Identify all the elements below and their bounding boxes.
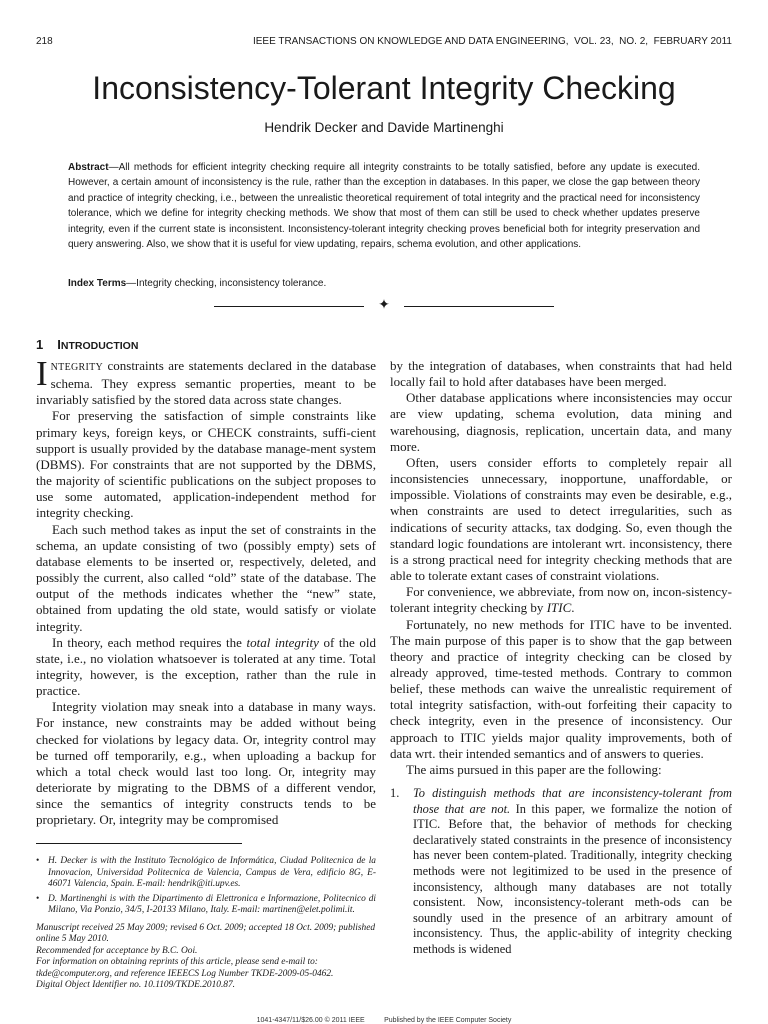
separator-line-right — [404, 306, 554, 307]
paragraph: Each such method takes as input the set of constraints in the schema, an update consisting of two (possibly empty) sets of database elements to be inserted or, respectively, deleted, and possibly the current, also called “old” state of the database. The output of the methods indicates whether the “new” state, obtained from updating the old state, would satisfy or violate integrity. — [36, 521, 376, 634]
footnote-affiliation — [36, 856, 376, 891]
paragraph: Integrity violation may sneak into a database in many ways. For instance, new constraints may be added without being checked for violations by legacy data. Or, integrity control may be turned off temporarily, e.g., when uploading a backup for which a total check would last too long. Or, integrity may deteriorate by migrating to the DBMS of a different vendor, since the semantics of integrity constructs tends to be proprietary. Or, integrity may be compromised — [36, 699, 376, 828]
diamond-icon: ✦ — [378, 298, 390, 313]
right-column — [390, 358, 732, 958]
paragraph: Other database applications where inconsistencies may occur are view updating, schema evolution, data mining and warehousing, diagnosis, replication, uncertain data, and many more. — [390, 390, 732, 454]
first-word-smallcaps: NTEGRITY — [50, 362, 104, 373]
paragraph: Fortunately, no new methods for ITIC have to be invented. The main purpose of this paper is to show that the gap between theory and practice of integrity checking can be closed by already approved, time-tested methods. Contrary to common belief, these methods can waive the unrealistic requirement of total integrity satisfaction, with-out forfeiting their capacity to check integrity, even in the presence of inconsistency. Our approach to ITIC yields major quality improvements, both of data wrt. their intended semantics and of answers to queries. — [390, 616, 732, 761]
reprint-info: For information on obtaining reprints of this article, please send e-mail to: tkde@computer.org, and reference IEEECS Log Number TKDE-2009-05-0462. — [36, 957, 334, 979]
section-heading — [36, 337, 138, 352]
paper-title: Inconsistency-Tolerant Integrity Checking — [92, 70, 676, 106]
abstract-label: Abstract — [68, 162, 109, 173]
paragraph-text: For convenience, we abbreviate, from now on, incon-sistency-tolerant integrity checking by — [390, 584, 732, 616]
index-terms-label: Index Terms — [68, 278, 127, 289]
separator-line-left — [214, 306, 364, 307]
emphasis-text: To distinguish methods that are inconsistency-tolerant from those that are not. — [413, 786, 732, 816]
copyright-line: 1041-4347/11/$26.00 © 2011 IEEE Published by the IEEE Computer Society — [256, 1017, 512, 1024]
abstract — [68, 160, 700, 252]
manuscript-info — [36, 923, 376, 992]
paragraph-text: constraints are statements declared in the database schema. They express semantic properties, meant to be invariably satisfied by the stored data across state changes. — [36, 358, 376, 408]
section-number: 1 — [36, 337, 44, 352]
footnote-rule — [36, 843, 242, 844]
paragraph-text: In this paper, we formalize the notion of ITIC. Before that, the behavior of methods for checking declaratively stated constraints in the presence of inconsistency has never been contem-plated. Traditionally, integrity checking methods were not legitimized to be used in the presence of inconsistency, although many databases are not totally consistent. Now, inconsistency-tolerant meth-ods can be soundly used in the presence of an arbitrary amount of inconsistency. Thus, the applic-ability of integrity checking methods is widened — [413, 801, 732, 956]
journal-header: IEEE TRANSACTIONS ON KNOWLEDGE AND DATA ENGINEERING, VOL. 23, NO. 2, FEBRUARY 2011 — [252, 36, 732, 47]
footnote-text: H. Decker is with the Instituto Tecnológico de Informática, Ciudad Politecnica de la Innovacion, Universidad Politecnica de Valencia, Campus de Vera, edificio 8G, E-46071 Valencia, Spain. E-mail: hendrik@iti.upv.es. — [48, 856, 376, 889]
paragraph: The aims pursued in this paper are the following: — [406, 761, 662, 777]
bullet-icon: • — [36, 893, 40, 904]
paragraph-text: In theory, each method requires the — [52, 634, 247, 650]
list-item-number: 1. — [390, 786, 400, 801]
footnote-text: D. Martinenghi is with the Dipartimento di Elettronica e Informazione, Politecnico di Milano, Via Ponzio, 34/5, I-20133 Milano, Italy. E-mail: martinen@elet.polimi.it. — [48, 893, 376, 915]
manuscript-dates: Manuscript received 25 May 2009; revised 6 Oct. 2009; accepted 18 Oct. 2009; published online 5 May 2010. — [36, 922, 376, 944]
paragraph: Often, users consider efforts to completely repair all inconsistencies unnecessary, inopportune, unaffordable, or impossible. Violations of constraints may even be desirable, e.g., when constraints are used to detect irregularities, such as indications of security attacks, tax dodging. So, even though the standard logic foundations are intolerant wrt. inconsistency, there is a strong practical need for integrity checking methods that are able to tolerate extant cases of constraint violations. — [390, 454, 732, 584]
abstract-text: —All methods for efficient integrity checking require all integrity constraints to be totally satisfied, before any update is executed. However, a certain amount of inconsistency is the rule, rather than the exception in databases. In this paper, we close the gap between theory and practice of integrity checking, i.e., between the unrealistic theoretical requirement of total integrity and the practical need for inconsistency tolerance, which we define for integrity checking methods. We show that most of them can still be used to check whether updates preserve integrity, even if the current state is inconsistent. Inconsistency-tolerant integrity checking proves beneficial both for integrity preservation and query answering. Also, we show that it is useful for view updating, repairs, schema evolution, and other applications. — [68, 162, 700, 251]
paragraph-text: . — [571, 600, 575, 616]
footnotes — [36, 856, 376, 992]
list-item — [390, 786, 732, 958]
list-item-text — [413, 786, 732, 958]
section-title-rest: NTRODUCTION — [60, 340, 139, 352]
drop-cap: I — [36, 354, 48, 393]
paragraph — [390, 584, 732, 616]
footnote-affiliation — [36, 894, 376, 917]
index-terms — [68, 276, 700, 291]
paper-authors: Hendrik Decker and Davide Martinenghi — [264, 120, 504, 135]
paragraph-text: of the old state, i.e., no violation whatsoever is tolerated at any time. Total integrity, however, is the exception, rather than the rule in practice. — [36, 634, 376, 699]
index-terms-text: —Integrity checking, inconsistency tolerance. — [126, 278, 327, 289]
section-title-initial: I — [57, 337, 61, 352]
paragraph — [36, 354, 376, 408]
running-header — [36, 36, 732, 50]
page-number: 218 — [36, 36, 53, 47]
paragraph — [36, 635, 376, 700]
paragraph: For preserving the satisfaction of simple constraints like primary keys, foreign keys, or CHECK constraints, suffi-cient support is usually provided by the database manage-ment system (DBMS). For constraints that are not supported by the DBMS, the majority of scientific publications on the subject proposes to use some automated, application-independent method for integrity checking. — [36, 408, 376, 521]
doi-info: Digital Object Identifier no. 10.1109/TKDE.2010.87. — [36, 980, 236, 990]
left-column — [36, 354, 376, 829]
emphasis-text: ITIC — [546, 600, 572, 616]
bullet-icon: • — [36, 856, 40, 866]
recommended-by: Recommended for acceptance by B.C. Ooi. — [36, 945, 198, 956]
paragraph: by the integration of databases, when constraints that had held locally fail to hold after databases have been merged. — [390, 358, 732, 390]
section-separator — [214, 300, 554, 314]
emphasis-text: total integrity — [246, 634, 319, 650]
